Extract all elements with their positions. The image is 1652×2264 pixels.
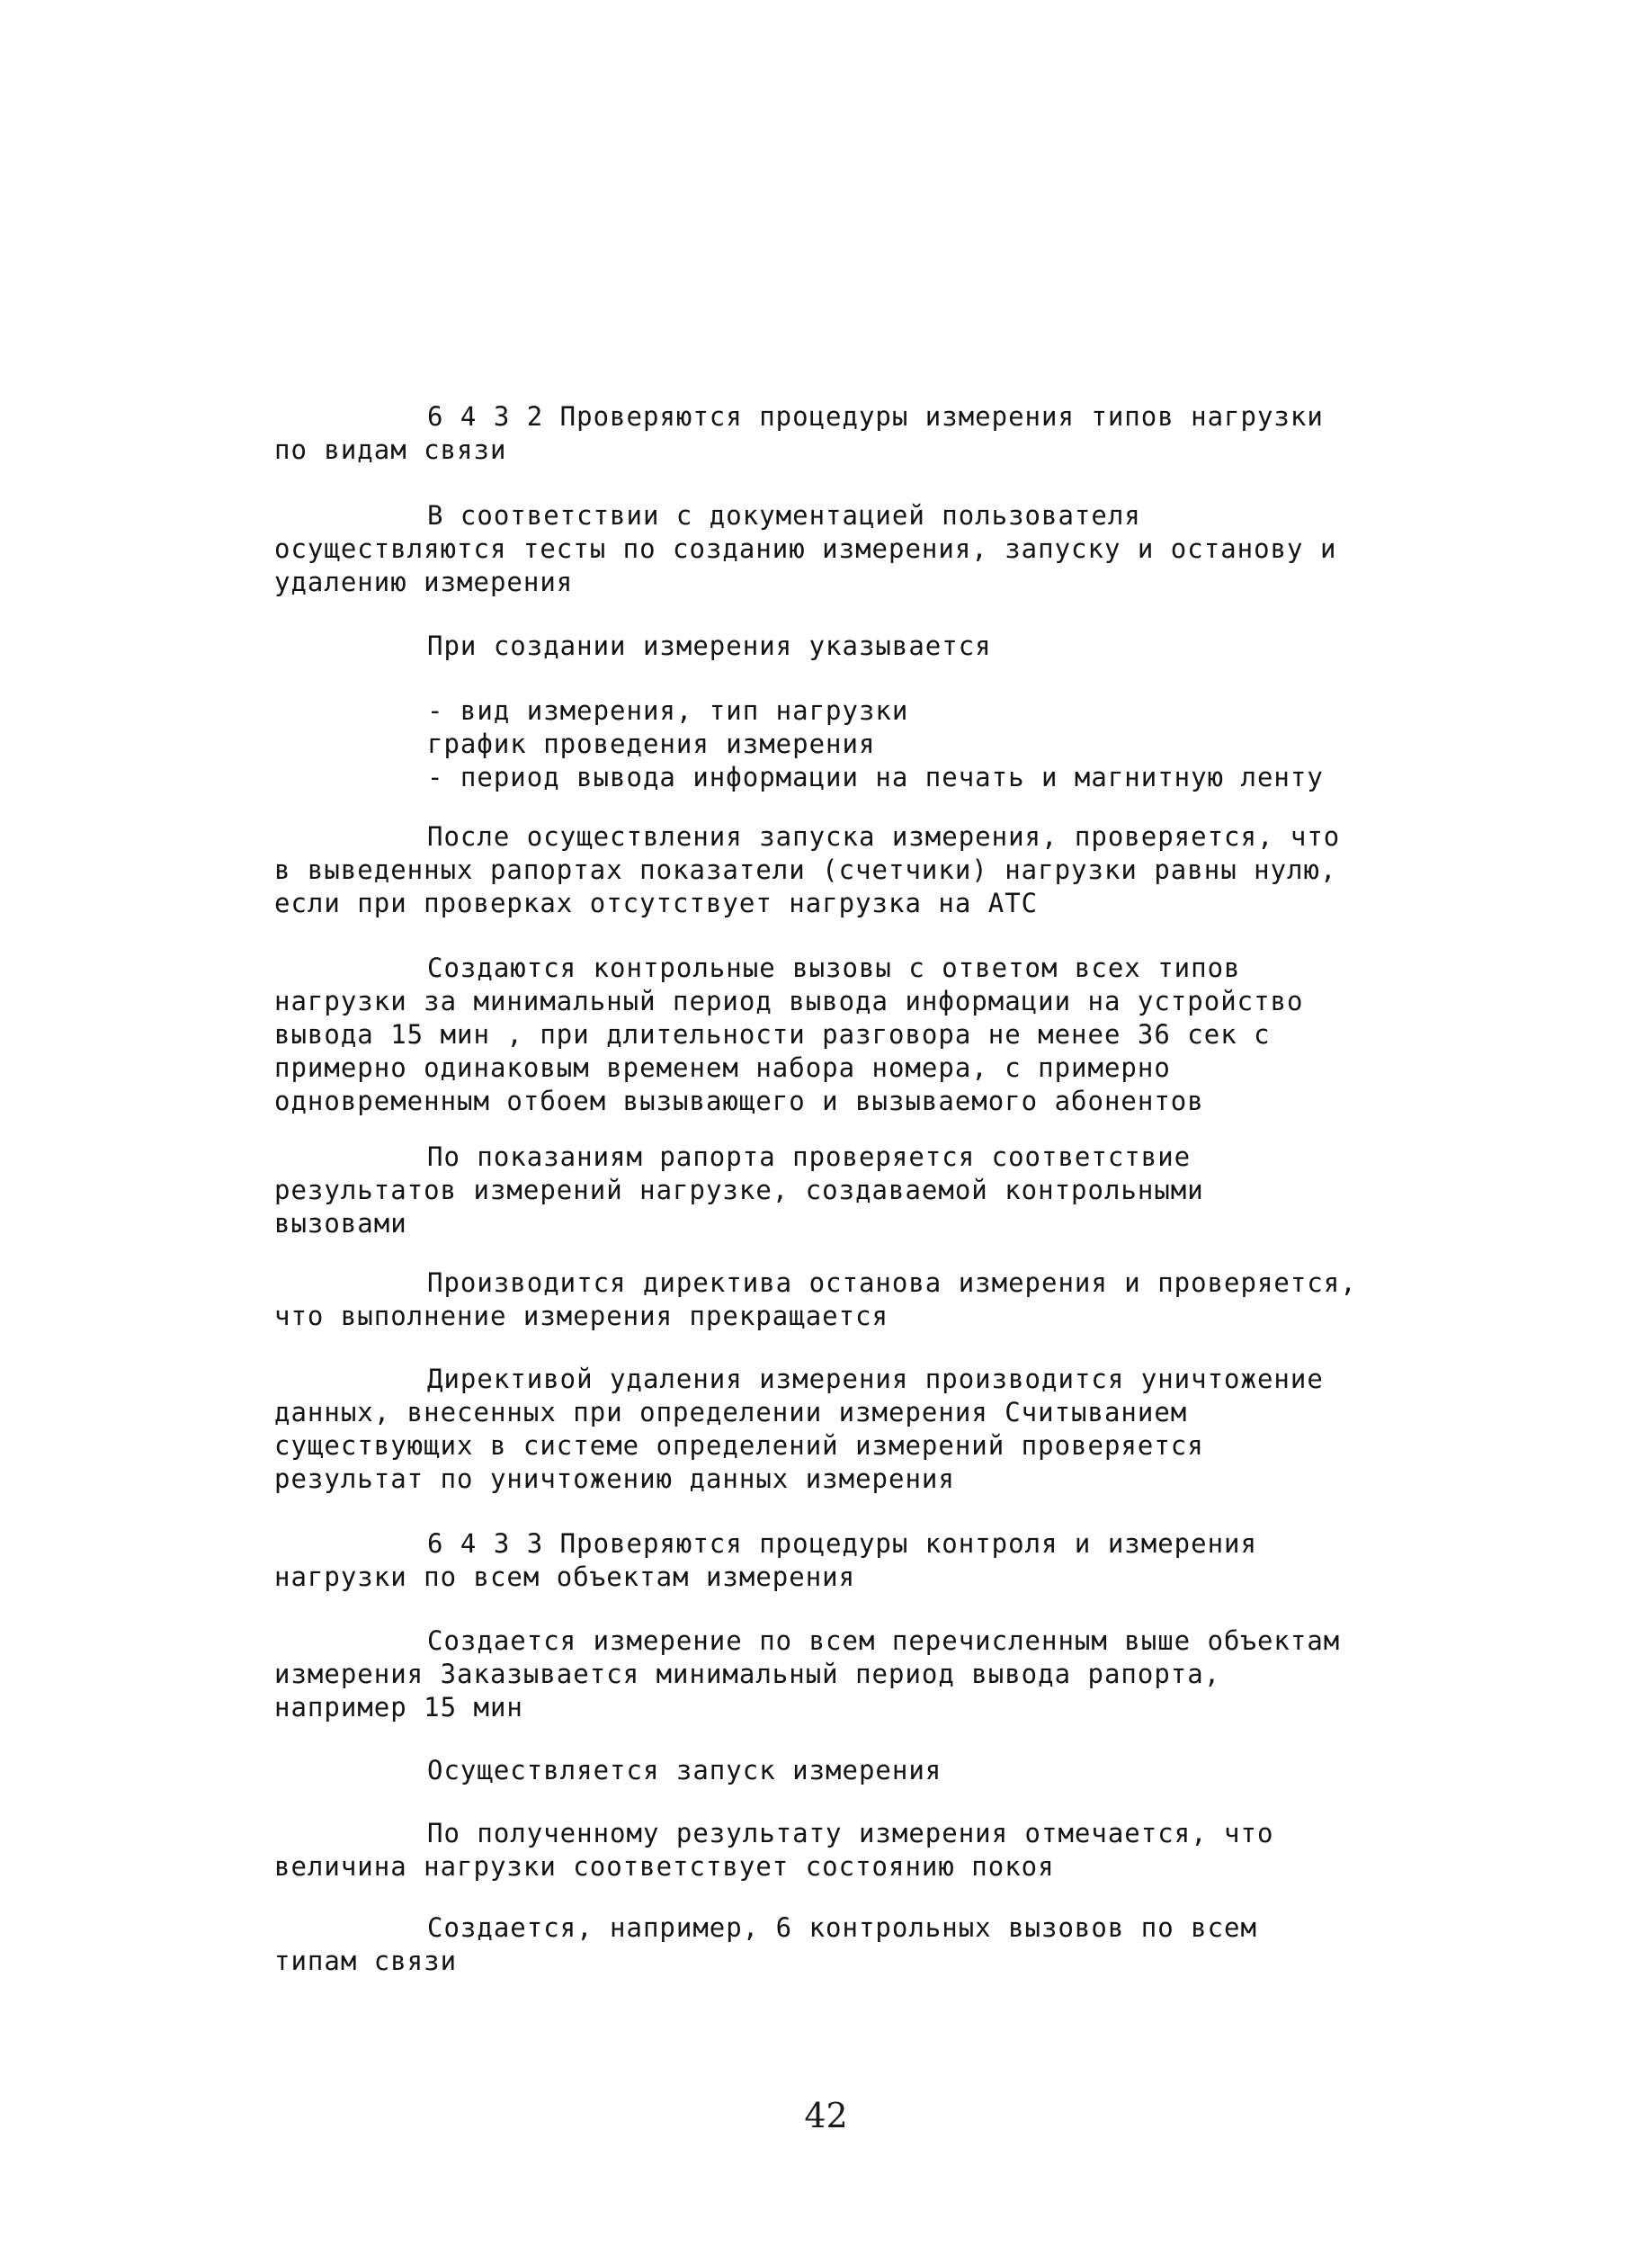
paragraph-line: результатов измерений нагрузке, создаваемой контрольными (274, 1175, 1204, 1205)
paragraph-line: если при проверках отсутствует нагрузка на АТС (274, 888, 1039, 918)
creation-list (274, 694, 1524, 794)
paragraph-line: удалению измерения (274, 567, 574, 597)
paragraph-line: Создается, например, 6 контрольных вызовов по всем (427, 1912, 1257, 1943)
page-number: 42 (804, 2096, 848, 2135)
paragraph-line: вызовами (274, 1208, 407, 1239)
paragraph-line: что выполнение измерения прекращается (274, 1301, 889, 1331)
heading-line: по видам связи (274, 434, 507, 465)
heading-line: нагрузки по всем объектам измерения (274, 1562, 856, 1592)
paragraph-docs (274, 499, 1524, 599)
paragraph-line: типам связи (274, 1946, 458, 1976)
paragraph-line: в выведенных рапортах показатели (счетчики) нагрузки равны нулю, (274, 855, 1337, 885)
paragraph-after-launch (274, 820, 1524, 920)
paragraph-line: осуществляются тесты по созданию измерения, запуску и останову и (274, 533, 1337, 564)
paragraph-line: нагрузки за минимальный период вывода информации на устройство (274, 986, 1304, 1016)
paragraph-line: данных, внесенных при определении измерения Считыванием (274, 1397, 1188, 1427)
paragraph-launch (274, 1754, 1524, 1787)
paragraph-calls-by-type (274, 1911, 1524, 1978)
paragraph-line: При создании измерения указывается (427, 631, 992, 661)
paragraph-line: величина нагрузки соответствует состоянию покоя (274, 1851, 1055, 1882)
paragraph-line: Осуществляется запуск измерения (427, 1755, 942, 1785)
paragraph-creation-intro (274, 630, 1524, 663)
paragraph-line: существующих в системе определений измерений проверяется (274, 1430, 1204, 1461)
paragraph-line: вывода 15 мин , при длительности разговора не менее 36 сек с (274, 1019, 1271, 1050)
paragraph-line: После осуществления запуска измерения, проверяется, что (427, 821, 1341, 852)
paragraph-delete (274, 1363, 1524, 1496)
paragraph-line: Создается измерение по всем перечисленным выше объектам (427, 1625, 1341, 1656)
paragraph-line: По полученному результату измерения отмечается, что (427, 1818, 1274, 1848)
paragraph-line: например 15 мин (274, 1692, 523, 1723)
paragraph-stop (274, 1266, 1524, 1333)
list-item: - период вывода информации на печать и магнитную ленту (427, 762, 1324, 792)
paragraph-line: одновременным отбоем вызывающего и вызываемого абонентов (274, 1086, 1204, 1116)
paragraph-line: Производится директива останова измерения и проверяется, (427, 1267, 1357, 1298)
section-heading-6433 (274, 1527, 1524, 1594)
paragraph-create-measurement (274, 1624, 1524, 1724)
paragraph-report (274, 1141, 1524, 1240)
paragraph-line: измерения Заказывается минимальный период вывода рапорта, (274, 1659, 1221, 1689)
paragraph-line: Директивой удаления измерения производится уничтожение (427, 1364, 1324, 1394)
paragraph-result (274, 1817, 1524, 1884)
paragraph-line: В соответствии с документацией пользователя (427, 500, 1141, 531)
paragraph-control-calls (274, 952, 1524, 1118)
heading-line: 6 4 3 3 Проверяются процедуры контроля и измерения (427, 1528, 1257, 1559)
list-item: - вид измерения, тип нагрузки (427, 695, 909, 726)
paragraph-line: По показаниям рапорта проверяется соответствие (427, 1141, 1192, 1172)
list-item: график проведения измерения (427, 729, 876, 759)
heading-line: 6 4 3 2 Проверяются процедуры измерения типов нагрузки (427, 401, 1324, 432)
paragraph-line: примерно одинаковым временем набора номера, с примерно (274, 1052, 1171, 1083)
section-heading-6432 (274, 400, 1524, 467)
paragraph-line: результат по уничтожению данных измерения (274, 1463, 955, 1494)
paragraph-line: Создаются контрольные вызовы с ответом всех типов (427, 953, 1241, 983)
